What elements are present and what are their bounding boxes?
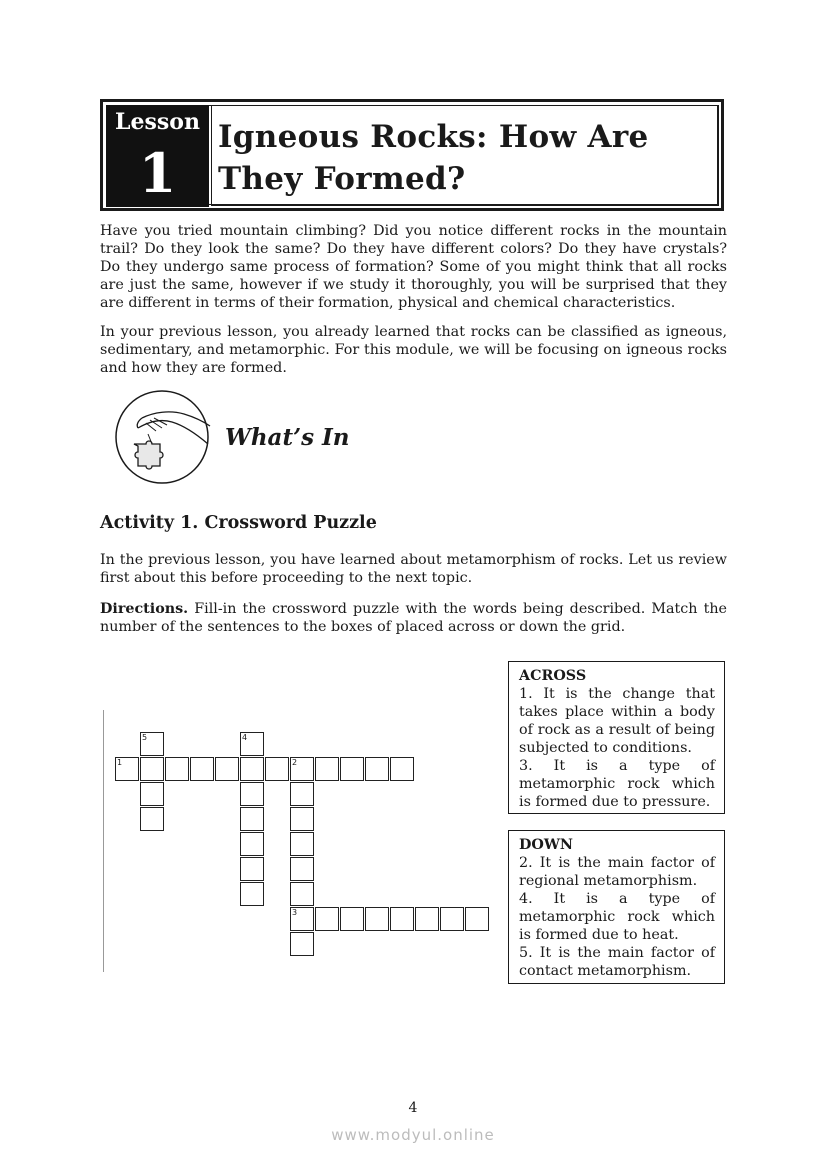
crossword-cell-3-across[interactable]	[340, 907, 364, 931]
crossword-cell-1-across[interactable]	[140, 757, 164, 781]
across-heading: ACROSS	[519, 668, 587, 684]
lesson-title-line-1: Igneous Rocks: How Are	[218, 119, 649, 155]
crossword-cell-1-across[interactable]	[265, 757, 289, 781]
crossword-cell-3-across[interactable]	[365, 907, 389, 931]
crossword-cell-1-across[interactable]	[390, 757, 414, 781]
crossword-cell-1-across[interactable]	[190, 757, 214, 781]
down-clue-2: 2. It is the main factor of regional metamorphism.	[519, 855, 715, 889]
across-clue-1: 1. It is the change that takes place within a body of rock as a result of being subjected to conditions.	[519, 686, 715, 756]
crossword-cell-1-across[interactable]	[340, 757, 364, 781]
lesson-number: 1	[138, 141, 177, 205]
crossword-cell-3-across[interactable]	[315, 907, 339, 931]
across-clues-box	[508, 661, 725, 814]
section-title: What’s In	[225, 424, 350, 451]
crossword-number-2: 2	[292, 758, 298, 767]
down-clues-box	[508, 830, 725, 984]
lesson-title-line-2: They Formed?	[218, 161, 466, 197]
crossword-number-1: 1	[117, 758, 123, 767]
page-number: 4	[408, 1100, 418, 1116]
watermark: www.modyul.online	[331, 1126, 495, 1144]
crossword-cell-4-down[interactable]	[240, 882, 264, 906]
crossword-cell-2-down[interactable]	[290, 832, 314, 856]
crossword-cell-4-down[interactable]	[240, 782, 264, 806]
crossword-cell-4-down[interactable]	[240, 857, 264, 881]
crossword-cell-1-across[interactable]	[165, 757, 189, 781]
crossword-cell-4-down[interactable]	[240, 807, 264, 831]
crossword-number-3: 3	[292, 908, 298, 917]
crossword-cell-1-across[interactable]	[215, 757, 239, 781]
crossword-cell-2-down[interactable]	[290, 807, 314, 831]
crossword-cell-5-down[interactable]	[140, 782, 164, 806]
intro-paragraph-2: In your previous lesson, you already learned that rocks can be classified as igneous, sedimentary, and metamorphic. For this module, we will be focusing on igneous rocks and how they are formed.	[100, 324, 727, 376]
directions-text: Fill-in the crossword puzzle with the words being described. Match the number of the sentences to the boxes of placed across or down the grid.	[100, 601, 727, 635]
crossword-cell-1-across[interactable]	[315, 757, 339, 781]
down-clue-5: 5. It is the main factor of contact metamorphism.	[519, 945, 715, 979]
crossword-cell-2-down[interactable]	[290, 782, 314, 806]
crossword-cell-3-across[interactable]	[390, 907, 414, 931]
activity-title: Activity 1. Crossword Puzzle	[100, 513, 377, 533]
activity-description: In the previous lesson, you have learned about metamorphism of rocks. Let us review first about this before proceeding to the next topic.	[100, 552, 727, 586]
crossword-cell-1-across[interactable]	[365, 757, 389, 781]
crossword-cell-2-down[interactable]	[290, 932, 314, 956]
intro-paragraph-1: Have you tried mountain climbing? Did you notice different rocks in the mountain trail? Do they look the same? Do they have different colors? Do they have crystals? Do they undergo same process of formation? Some of you might think that all rocks are just the same, however if we study it thoroughly, you will be surprised that they are different in terms of their formation, physical and chemical characteristics.	[100, 223, 727, 311]
crossword-cell-3-across[interactable]	[415, 907, 439, 931]
crossword-cell-1-across[interactable]	[240, 757, 264, 781]
down-clue-4: 4. It is a type of metamorphic rock which is formed due to heat.	[519, 891, 715, 943]
crossword-cell-5-down[interactable]	[140, 807, 164, 831]
crossword-cell-3-across[interactable]	[440, 907, 464, 931]
crossword-cell-4-down[interactable]	[240, 832, 264, 856]
directions-label: Directions.	[100, 601, 189, 617]
crossword-cell-3-across[interactable]	[465, 907, 489, 931]
crossword-cell-2-down[interactable]	[290, 882, 314, 906]
down-heading: DOWN	[519, 837, 573, 853]
lesson-label: Lesson	[115, 109, 200, 135]
across-clue-3: 3. It is a type of metamorphic rock which is formed due to pressure.	[519, 758, 715, 810]
crossword-cell-2-down[interactable]	[290, 857, 314, 881]
crossword-number-4: 4	[242, 733, 248, 742]
crossword-number-5: 5	[142, 733, 148, 742]
